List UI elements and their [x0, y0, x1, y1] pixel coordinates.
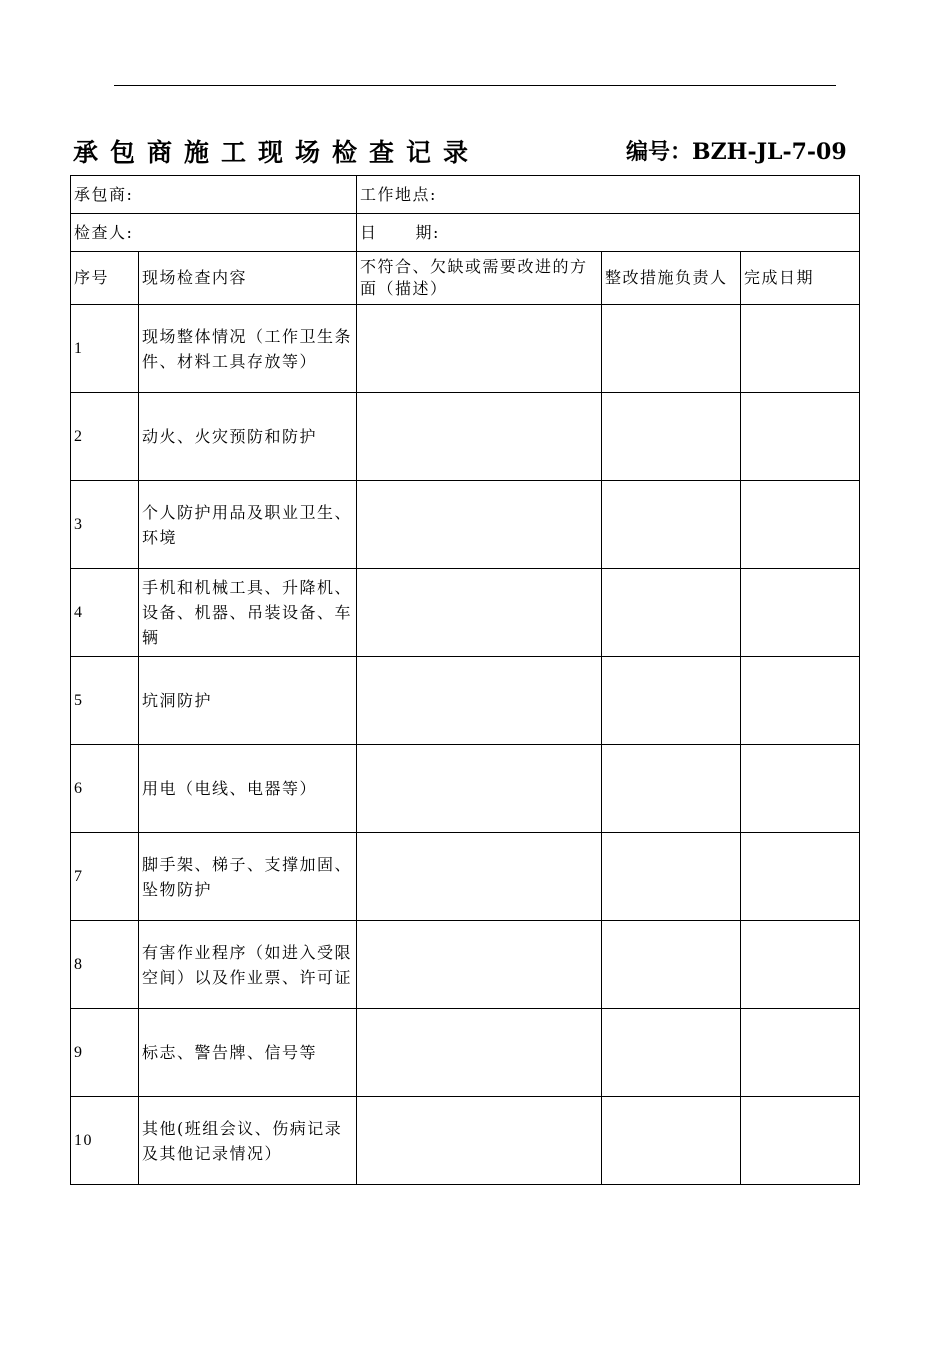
row-number: 7: [71, 833, 139, 921]
owner-cell[interactable]: [602, 657, 741, 745]
row-number: 4: [71, 569, 139, 657]
row-content: 现场整体情况（工作卫生条件、材料工具存放等）: [139, 305, 357, 393]
table-row: [71, 481, 860, 569]
inspector-label: 检查人:: [74, 223, 134, 242]
row-content: 标志、警告牌、信号等: [139, 1009, 357, 1097]
issues-cell[interactable]: [357, 921, 602, 1009]
table-row: [71, 569, 860, 657]
date-field[interactable]: [357, 214, 860, 252]
due-cell[interactable]: [741, 569, 860, 657]
due-cell[interactable]: [741, 745, 860, 833]
row-content: 个人防护用品及职业卫生、环境: [139, 481, 357, 569]
issues-cell[interactable]: [357, 657, 602, 745]
row-number: 1: [71, 305, 139, 393]
col-header-due: 完成日期: [741, 252, 860, 305]
owner-cell[interactable]: [602, 833, 741, 921]
row-number: 9: [71, 1009, 139, 1097]
date-label-a: 日: [360, 223, 378, 242]
row-number: 5: [71, 657, 139, 745]
table-row: [71, 1097, 860, 1185]
table-row: [71, 745, 860, 833]
row-content: 手机和机械工具、升降机、设备、机器、吊装设备、车辆: [139, 569, 357, 657]
owner-cell[interactable]: [602, 1097, 741, 1185]
row-content: 坑洞防护: [139, 657, 357, 745]
owner-cell[interactable]: [602, 745, 741, 833]
inspector-field[interactable]: [71, 214, 357, 252]
table-row: [71, 921, 860, 1009]
header-rule: [114, 85, 836, 86]
info-row-inspector: [71, 214, 860, 252]
row-number: 8: [71, 921, 139, 1009]
contractor-field[interactable]: [71, 176, 357, 214]
issues-cell[interactable]: [357, 393, 602, 481]
due-cell[interactable]: [741, 833, 860, 921]
row-number: 2: [71, 393, 139, 481]
table-row: [71, 1009, 860, 1097]
date-label-b: 期:: [415, 223, 440, 242]
issues-cell[interactable]: [357, 569, 602, 657]
row-content: 有害作业程序（如进入受限空间）以及作业票、许可证: [139, 921, 357, 1009]
location-field[interactable]: [357, 176, 860, 214]
row-content: 动火、火灾预防和防护: [139, 393, 357, 481]
owner-cell[interactable]: [602, 481, 741, 569]
due-cell[interactable]: [741, 393, 860, 481]
document-title: 承包商施工现场检查记录: [73, 138, 481, 167]
contractor-label: 承包商:: [74, 185, 134, 204]
issues-cell[interactable]: [357, 1009, 602, 1097]
due-cell[interactable]: [741, 305, 860, 393]
document-code: 编号：BZH-JL-7-09: [626, 139, 847, 165]
issues-cell[interactable]: [357, 1097, 602, 1185]
owner-cell[interactable]: [602, 305, 741, 393]
col-header-owner: 整改措施负责人: [602, 252, 741, 305]
row-number: 3: [71, 481, 139, 569]
table-row: [71, 305, 860, 393]
table-header-row: [71, 252, 860, 305]
location-label: 工作地点:: [360, 185, 437, 204]
issues-cell[interactable]: [357, 481, 602, 569]
inspection-form: [70, 175, 860, 1185]
info-row-contractor: [71, 176, 860, 214]
issues-cell[interactable]: [357, 305, 602, 393]
due-cell[interactable]: [741, 1097, 860, 1185]
table-row: [71, 393, 860, 481]
table-row: [71, 833, 860, 921]
col-header-issues: 不符合、欠缺或需要改进的方面（描述）: [357, 252, 602, 305]
row-content: 用电（电线、电器等）: [139, 745, 357, 833]
table-row: [71, 657, 860, 745]
owner-cell[interactable]: [602, 569, 741, 657]
owner-cell[interactable]: [602, 1009, 741, 1097]
row-number: 6: [71, 745, 139, 833]
issues-cell[interactable]: [357, 745, 602, 833]
due-cell[interactable]: [741, 481, 860, 569]
owner-cell[interactable]: [602, 921, 741, 1009]
issues-cell[interactable]: [357, 833, 602, 921]
row-number: 10: [71, 1097, 139, 1185]
due-cell[interactable]: [741, 657, 860, 745]
owner-cell[interactable]: [602, 393, 741, 481]
col-header-no: 序号: [71, 252, 139, 305]
col-header-content: 现场检查内容: [139, 252, 357, 305]
row-content: 其他(班组会议、伤病记录及其他记录情况）: [139, 1097, 357, 1185]
row-content: 脚手架、梯子、支撑加固、坠物防护: [139, 833, 357, 921]
due-cell[interactable]: [741, 1009, 860, 1097]
due-cell[interactable]: [741, 921, 860, 1009]
